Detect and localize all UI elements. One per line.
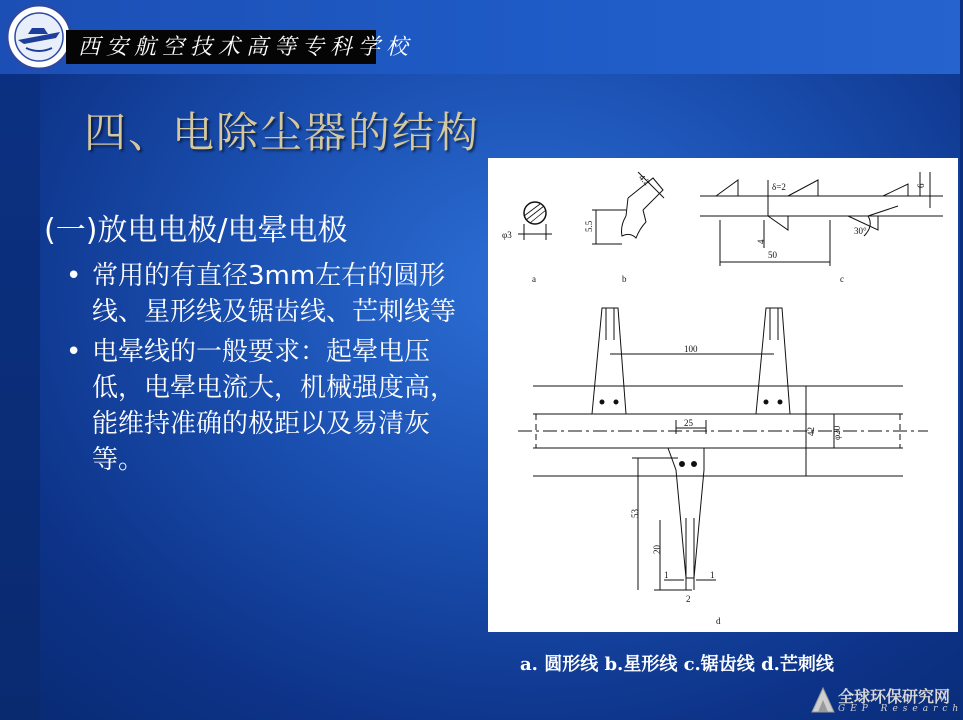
dim-20-label: 20 bbox=[652, 545, 662, 554]
electrode-drawing bbox=[488, 158, 958, 632]
watermark-subtext: GEP Research bbox=[838, 704, 963, 714]
dim-100-label: 100 bbox=[684, 344, 698, 354]
bullet-list bbox=[66, 258, 462, 482]
figure-caption: a. 圆形线 b.星形线 c.锯齿线 d.芒刺线 bbox=[520, 654, 834, 675]
watermark-text: 全球环保研究网 bbox=[838, 687, 951, 706]
label-b: b bbox=[622, 274, 627, 284]
dim-4-label: 4 bbox=[756, 239, 766, 244]
dim-30-label: 30° bbox=[854, 226, 867, 236]
dim-2-label: 2 bbox=[686, 594, 691, 604]
dim-6-label: 6 bbox=[916, 183, 926, 188]
star-wire-figure bbox=[592, 172, 664, 244]
bullet-dot-icon: • bbox=[66, 337, 82, 367]
label-d: d bbox=[716, 616, 721, 626]
round-wire-figure bbox=[518, 202, 552, 240]
dim-5-5-label: 5.5 bbox=[584, 220, 594, 232]
dim-53-label: 53 bbox=[630, 509, 640, 518]
bullet-dot-icon: • bbox=[66, 261, 82, 291]
label-c: c bbox=[840, 274, 844, 284]
left-side-bar bbox=[0, 0, 40, 720]
bullet-text: 常用的有直径3mm左右的圆形线、星形线及锯齿线、芒刺线等 bbox=[92, 261, 457, 327]
bullet-item bbox=[66, 258, 462, 330]
electrode-diagram bbox=[488, 158, 958, 632]
phi20-label: φ20 bbox=[832, 425, 842, 440]
dim-25-label: 25 bbox=[684, 418, 693, 428]
slide-title: 四、电除尘器的结构 bbox=[84, 108, 481, 157]
bullet-text: 电晕线的一般要求：起晕电压低，电晕电流大，机械强度高，能维持准确的极距以及易清灰等。 bbox=[92, 337, 457, 475]
barbed-wire-figure bbox=[518, 308, 928, 590]
school-name: 西安航空技术高等专科学校 bbox=[78, 35, 415, 60]
bullet-item bbox=[66, 334, 462, 478]
dim-42-label: 42 bbox=[806, 427, 816, 436]
dim-1b-label: 1 bbox=[710, 570, 715, 580]
watermark-logo-icon bbox=[810, 686, 836, 716]
school-logo-icon bbox=[4, 2, 74, 72]
sawtooth-wire-figure bbox=[700, 172, 943, 266]
dim-1a-label: 1 bbox=[664, 570, 669, 580]
delta-label: δ=2 bbox=[772, 182, 786, 192]
dim-50-label: 50 bbox=[768, 250, 777, 260]
dim-4-2-label: 4.2 bbox=[636, 172, 652, 188]
watermark bbox=[806, 684, 963, 720]
section-heading: (一)放电电极/电晕电极 bbox=[44, 213, 348, 248]
phi3-label: φ3 bbox=[502, 230, 512, 240]
label-a: a bbox=[532, 274, 536, 284]
